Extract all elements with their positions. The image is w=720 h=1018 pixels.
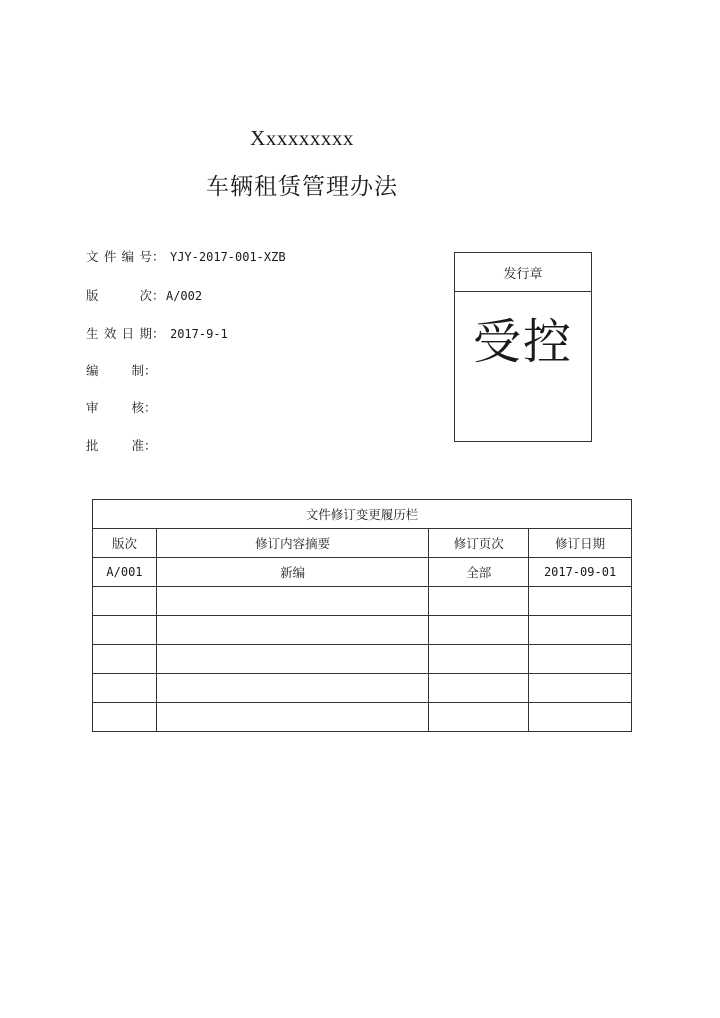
- meta-effective-date: [86, 324, 228, 344]
- issue-stamp-box: [454, 252, 592, 442]
- cell-pages: [429, 616, 529, 645]
- cell-version: [93, 703, 157, 732]
- meta-colon: ：: [152, 288, 165, 303]
- table-row: [93, 587, 632, 616]
- cell-summary: [156, 616, 428, 645]
- stamp-controlled-text: 受控: [472, 314, 573, 370]
- cell-version: A/001: [93, 558, 157, 587]
- cell-date: [529, 674, 632, 703]
- column-header-version: 版次: [93, 529, 157, 558]
- meta-value: YJY-2017-001-XZB: [169, 250, 286, 264]
- table-row: [93, 703, 632, 732]
- table-row: [93, 674, 632, 703]
- table-row: [93, 645, 632, 674]
- meta-value: A/002: [165, 289, 203, 303]
- meta-approved-by: [86, 436, 158, 456]
- meta-label: 文件编号: [86, 249, 152, 264]
- meta-label: 生效日期: [86, 326, 152, 341]
- meta-label: 审核: [86, 400, 144, 415]
- column-header-summary: 修订内容摘要: [156, 529, 428, 558]
- document-title: 车辆租赁管理办法: [206, 174, 398, 200]
- cell-date: [529, 703, 632, 732]
- cell-summary: [156, 645, 428, 674]
- company-name: Xxxxxxxxx: [250, 126, 354, 150]
- cell-version: [93, 674, 157, 703]
- cell-summary: [156, 674, 428, 703]
- meta-colon: ：: [144, 400, 157, 415]
- cell-summary: [156, 587, 428, 616]
- stamp-heading: 发行章: [455, 253, 591, 292]
- cell-summary: 新编: [156, 558, 428, 587]
- revision-history-table: [92, 499, 632, 732]
- revision-table-title: 文件修订变更履历栏: [93, 500, 632, 529]
- meta-colon: ：: [152, 326, 165, 341]
- cell-date: [529, 645, 632, 674]
- meta-colon: ：: [144, 363, 157, 378]
- revision-table-title-row: [93, 500, 632, 529]
- column-header-pages: 修订页次: [429, 529, 529, 558]
- meta-label: 批准: [86, 438, 144, 453]
- cell-pages: [429, 703, 529, 732]
- table-row: [93, 616, 632, 645]
- cell-date: 2017-09-01: [529, 558, 632, 587]
- cell-pages: [429, 674, 529, 703]
- cell-pages: [429, 587, 529, 616]
- cell-date: [529, 587, 632, 616]
- meta-file-number: [86, 247, 286, 267]
- cell-version: [93, 645, 157, 674]
- meta-colon: ：: [144, 438, 157, 453]
- meta-value: 2017-9-1: [169, 327, 228, 341]
- cell-summary: [156, 703, 428, 732]
- cell-date: [529, 616, 632, 645]
- revision-table-header-row: [93, 529, 632, 558]
- cell-pages: [429, 645, 529, 674]
- meta-prepared-by: [86, 361, 158, 381]
- meta-label: 编制: [86, 363, 144, 378]
- cell-pages: 全部: [429, 558, 529, 587]
- column-header-date: 修订日期: [529, 529, 632, 558]
- meta-label: 版次: [86, 288, 152, 303]
- meta-reviewed-by: [86, 398, 158, 418]
- cell-version: [93, 616, 157, 645]
- meta-colon: ：: [152, 249, 165, 264]
- cell-version: [93, 587, 157, 616]
- meta-version: [86, 286, 202, 306]
- table-row: [93, 558, 632, 587]
